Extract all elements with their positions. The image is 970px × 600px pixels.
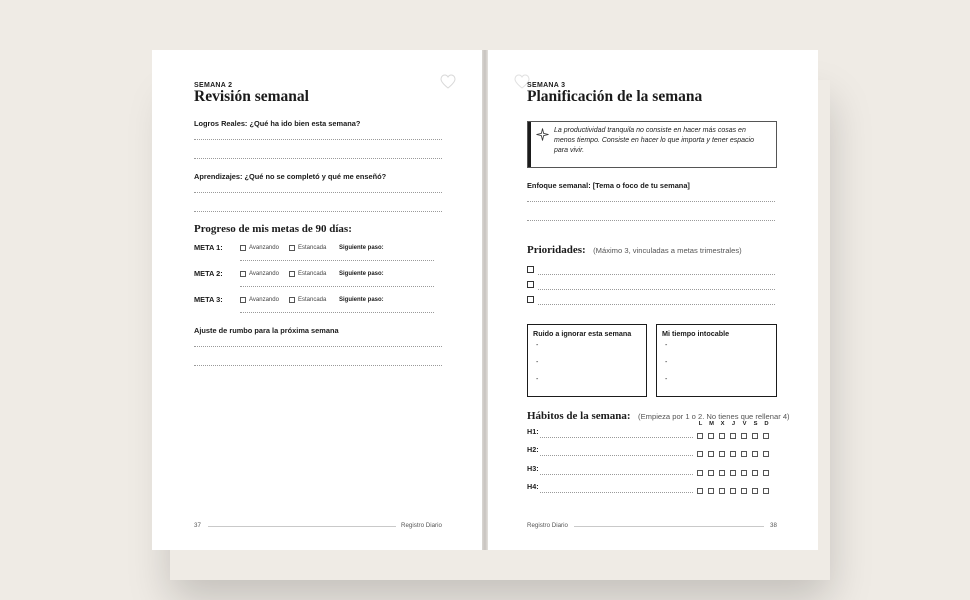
habit-line[interactable] (540, 474, 693, 475)
page-number: 38 (770, 522, 777, 529)
question-ajuste: Ajuste de rumbo para la próxima semana (194, 326, 339, 335)
habit-day-checkbox[interactable] (763, 488, 769, 494)
goals-heading: Progreso de mis metas de 90 días: (194, 223, 352, 235)
writing-line[interactable] (240, 312, 434, 313)
noise-item[interactable]: - (536, 359, 539, 366)
habit-day-checkbox[interactable] (730, 488, 736, 494)
priorities-header (527, 240, 742, 258)
sparkle-icon (536, 128, 549, 141)
priority-checkbox[interactable] (527, 281, 534, 288)
habit-day-checkbox[interactable] (730, 451, 736, 457)
day-header: V (742, 421, 747, 427)
quote-accent-bar (528, 122, 531, 167)
protected-time-title: Mi tiempo intocable (662, 329, 730, 338)
habit-day-checkbox[interactable] (697, 488, 703, 494)
checkbox-estancada[interactable] (289, 271, 295, 277)
habit-day-checkbox[interactable] (752, 451, 758, 457)
option-avanzando: Avanzando (249, 271, 279, 277)
habit-line[interactable] (540, 492, 693, 493)
day-header: M (709, 421, 714, 427)
habit-day-checkbox[interactable] (763, 451, 769, 457)
meta-label: META 1: (194, 243, 223, 252)
day-header: S (753, 421, 758, 427)
habit-day-checkbox[interactable] (708, 433, 714, 439)
habit-day-checkbox[interactable] (741, 433, 747, 439)
habit-day-checkbox[interactable] (719, 488, 725, 494)
focus-label: Enfoque semanal: [Tema o foco de tu semana] (527, 181, 690, 190)
day-header: L (698, 421, 703, 427)
habits-note: (Empieza por 1 o 2. No tienes que rellenar 4) (638, 412, 790, 421)
option-avanzando: Avanzando (249, 245, 279, 251)
habit-day-checkbox[interactable] (763, 470, 769, 476)
habit-day-checkbox[interactable] (741, 488, 747, 494)
right-page (488, 50, 818, 550)
week-kicker: SEMANA 2 (194, 82, 233, 89)
footer-divider (574, 526, 764, 527)
writing-line[interactable] (194, 365, 442, 366)
week-kicker: SEMANA 3 (527, 82, 566, 89)
left-page (152, 50, 482, 550)
page-title: Planificación de la semana (527, 88, 703, 105)
habit-day-checkbox[interactable] (697, 451, 703, 457)
priority-checkbox[interactable] (527, 266, 534, 273)
writing-line[interactable] (527, 220, 775, 221)
priorities-heading: Prioridades: (527, 244, 586, 256)
noise-box-title: Ruido a ignorar esta semana (533, 329, 632, 338)
habit-day-checkbox[interactable] (752, 470, 758, 476)
habit-label: H1: (527, 427, 539, 436)
page-title: Revisión semanal (194, 88, 309, 105)
day-header: J (731, 421, 736, 427)
habit-label: H2: (527, 445, 539, 454)
footer-label: Registro Diario (401, 522, 442, 529)
priorities-note: (Máximo 3, vinculadas a metas trimestrales) (593, 246, 742, 255)
noise-item[interactable]: - (536, 342, 539, 349)
writing-line[interactable] (194, 346, 442, 347)
meta-label: META 3: (194, 295, 223, 304)
habit-day-checkbox[interactable] (763, 433, 769, 439)
habits-heading: Hábitos de la semana: (527, 410, 631, 422)
writing-line[interactable] (240, 260, 434, 261)
writing-line[interactable] (527, 201, 775, 202)
day-header: D (764, 421, 769, 427)
protected-time-item[interactable]: - (665, 342, 668, 349)
protected-time-item[interactable]: - (665, 376, 668, 383)
habit-day-checkbox[interactable] (730, 433, 736, 439)
noise-box (527, 324, 647, 397)
noise-item[interactable]: - (536, 376, 539, 383)
habit-day-checkbox[interactable] (719, 451, 725, 457)
habit-day-checkbox[interactable] (719, 470, 725, 476)
priority-line[interactable] (538, 304, 775, 305)
checkbox-estancada[interactable] (289, 245, 295, 251)
option-estancada: Estancada (298, 297, 327, 303)
heart-icon (440, 74, 456, 89)
next-step-label: Siguiente paso: (339, 245, 384, 251)
checkbox-avanzando[interactable] (240, 297, 246, 303)
writing-line[interactable] (194, 139, 442, 140)
habit-day-checkbox[interactable] (741, 470, 747, 476)
meta-label: META 2: (194, 269, 223, 278)
quote-box (527, 121, 777, 168)
priority-line[interactable] (538, 274, 775, 275)
next-step-label: Siguiente paso: (339, 297, 384, 303)
day-header: X (720, 421, 725, 427)
habit-line[interactable] (540, 455, 693, 456)
writing-line[interactable] (194, 211, 442, 212)
option-estancada: Estancada (298, 245, 327, 251)
protected-time-box (656, 324, 777, 397)
habit-day-checkbox[interactable] (752, 488, 758, 494)
habit-day-checkbox[interactable] (708, 470, 714, 476)
habit-day-checkbox[interactable] (719, 433, 725, 439)
checkbox-avanzando[interactable] (240, 245, 246, 251)
question-logros: Logros Reales: ¿Qué ha ido bien esta semana? (194, 119, 361, 128)
writing-line[interactable] (194, 158, 442, 159)
habit-day-checkbox[interactable] (697, 433, 703, 439)
priority-line[interactable] (538, 289, 775, 290)
habit-label: H3: (527, 464, 539, 473)
habit-day-checkbox[interactable] (708, 451, 714, 457)
protected-time-item[interactable]: - (665, 359, 668, 366)
writing-line[interactable] (194, 192, 442, 193)
next-step-label: Siguiente paso: (339, 271, 384, 277)
option-estancada: Estancada (298, 271, 327, 277)
habit-day-checkbox[interactable] (697, 470, 703, 476)
habit-day-checkbox[interactable] (741, 451, 747, 457)
checkbox-estancada[interactable] (289, 297, 295, 303)
writing-line[interactable] (240, 286, 434, 287)
habit-day-checkbox[interactable] (708, 488, 714, 494)
habit-label: H4: (527, 482, 539, 491)
option-avanzando: Avanzando (249, 297, 279, 303)
habit-day-checkbox[interactable] (752, 433, 758, 439)
checkbox-avanzando[interactable] (240, 271, 246, 277)
quote-text: La productividad tranquila no consiste en hacer más cosas en menos tiempo. Consiste en hacer lo que importa y tener espacio para vivir. (554, 127, 754, 154)
page-number: 37 (194, 522, 201, 529)
habit-line[interactable] (540, 437, 693, 438)
question-aprendizajes: Aprendizajes: ¿Qué no se completó y qué me enseñó? (194, 172, 387, 181)
footer-divider (208, 526, 396, 527)
habit-day-checkbox[interactable] (730, 470, 736, 476)
footer-label: Registro Diario (527, 522, 568, 529)
priority-checkbox[interactable] (527, 296, 534, 303)
